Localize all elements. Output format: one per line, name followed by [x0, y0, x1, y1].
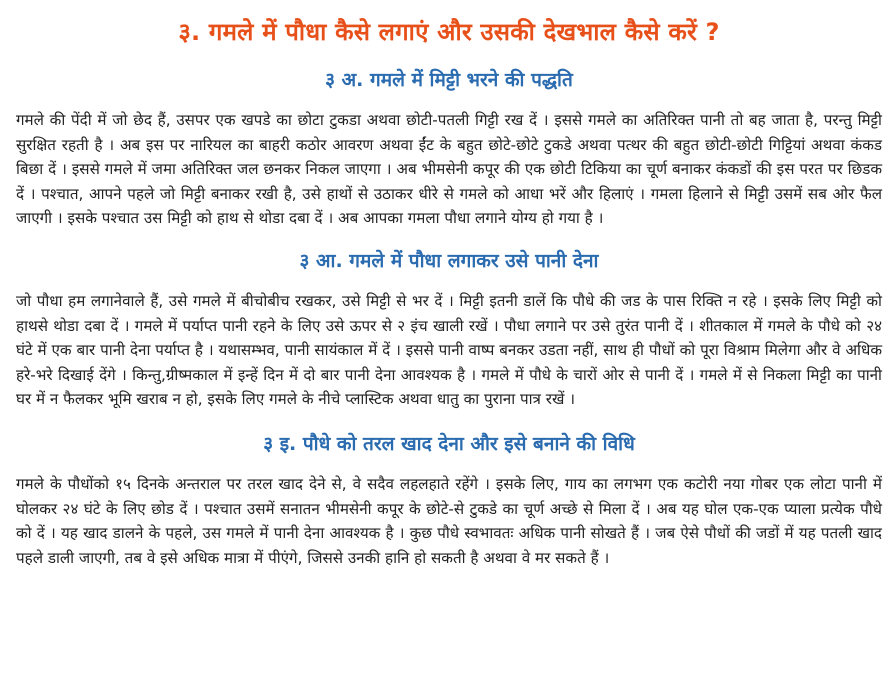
section-paragraph-liquid-fertilizer: गमले के पौधोंको १५ दिनके अन्तराल पर तरल खाद देने से, वे सदैव लहलहाते रहेंगे । इसके लिए, गाय का लगभग एक कटोरी नया गोबर एक लोटा पानी में घोलकर २४ घंटे के लिए छोड दें । पश्चात उसमें सनातन भीमसेनी कपूर के छोटे-से टुकडे का चूर्ण अच्छे से मिला दें । अब यह घोल एक-एक प्याला प्रत्येक पौधे को दें । यह खाद डालने के पहले, उस गमले में पानी देना आवश्यक है । कुछ पौधे स्वभावतः अधिक पानी सोखते हैं । जब ऐसे पौधों की जडों में यह पतली खाद पहले डाली जाएगी, तब वे इसे अधिक मात्रा में पीएंगे, जिससे उनकी हानि हो सकती है अथवा वे मर सकते हैं । [16, 474, 882, 567]
section-paragraph-soil-filling: गमले की पेंदी में जो छेद हैं, उसपर एक खपडे का छोटा टुकडा अथवा छोटी-पतली गिट्टी रख दें । इससे गमले का अतिरिक्त पानी तो बह जाता है, परन्तु मिट्टी सुरक्षित रहती है । अब इस पर नारियल का बाहरी कठोर आवरण अथवा ईंट के बहुत छोटे-छोटे टुकडे अथवा पत्थर की बहुत छोटी-छोटी गिट्टियां अथवा कंकड बिछा दें । इससे गमले में जमा अतिरिक्त जल छनकर निकल जाएगा । अब भीमसेनी कपूर की एक छोटी टिकिया का चूर्ण बनाकर कंकडों की इस परत पर छिडक दें । पश्चात, आपने पहले जो मिट्टी बनाकर रखी है, उसे हाथों से उठाकर धीरे से गमले को आधा भरें और हिलाएं । गमला हिलाने से मिट्टी उसमें सब ओर फैल जाएगी । इसके पश्चात उस मिट्टी को हाथ से थोडा दबा दें । अब आपका गमला पौधा लगाने योग्य हो गया है । [16, 111, 882, 228]
section-heading-soil-filling: ३ अ. गमले में मिट्टी भरने की पद्धति [325, 69, 573, 91]
page-title: ३. गमले में पौधा कैसे लगाएं और उसकी देखभाल कैसे करें ? [178, 18, 720, 46]
section-heading-liquid-fertilizer: ३ इ. पौधे को तरल खाद देना और इसे बनाने की विधि [263, 432, 635, 455]
section-paragraph-planting-watering: जो पौधा हम लगानेवाले हैं, उसे गमले में बीचोबीच रखकर, उसे मिट्टी से भर दें । मिट्टी इतनी डालें कि पौधे की जड के पास रिक्ति न रहे । इसके लिए मिट्टी को हाथसे थोडा दबा दें । गमले में पर्याप्त पानी रहने के लिए उसे ऊपर से २ इंच खाली रखें । पौधा लगाने पर उसे तुरंत पानी दें । शीतकाल में गमले के पौधे को २४ घंटे में एक बार पानी देना पर्याप्त है । यथासम्भव, पानी सायंकाल में दें । इससे पानी वाष्प बनकर उडता नहीं, साथ ही पौधों को पूरा विश्राम मिलेगा और वे अधिक हरे-भरे दिखाई देंगे । किन्तु,ग्रीष्मकाल में इन्हें दिन में दो बार पानी देना आवश्यक है । गमले में पौधे के चारों ओर से पानी दें । गमले में से निकला मिट्टी का पानी घर में न फैलकर भूमि खराब न हो, इसके लिए गमले के नीचे प्लास्टिक अथवा धातु का पुराना पात्र रखें । [16, 291, 882, 409]
section-heading-planting-watering: ३ आ. गमले में पौधा लगाकर उसे पानी देना [299, 249, 599, 272]
